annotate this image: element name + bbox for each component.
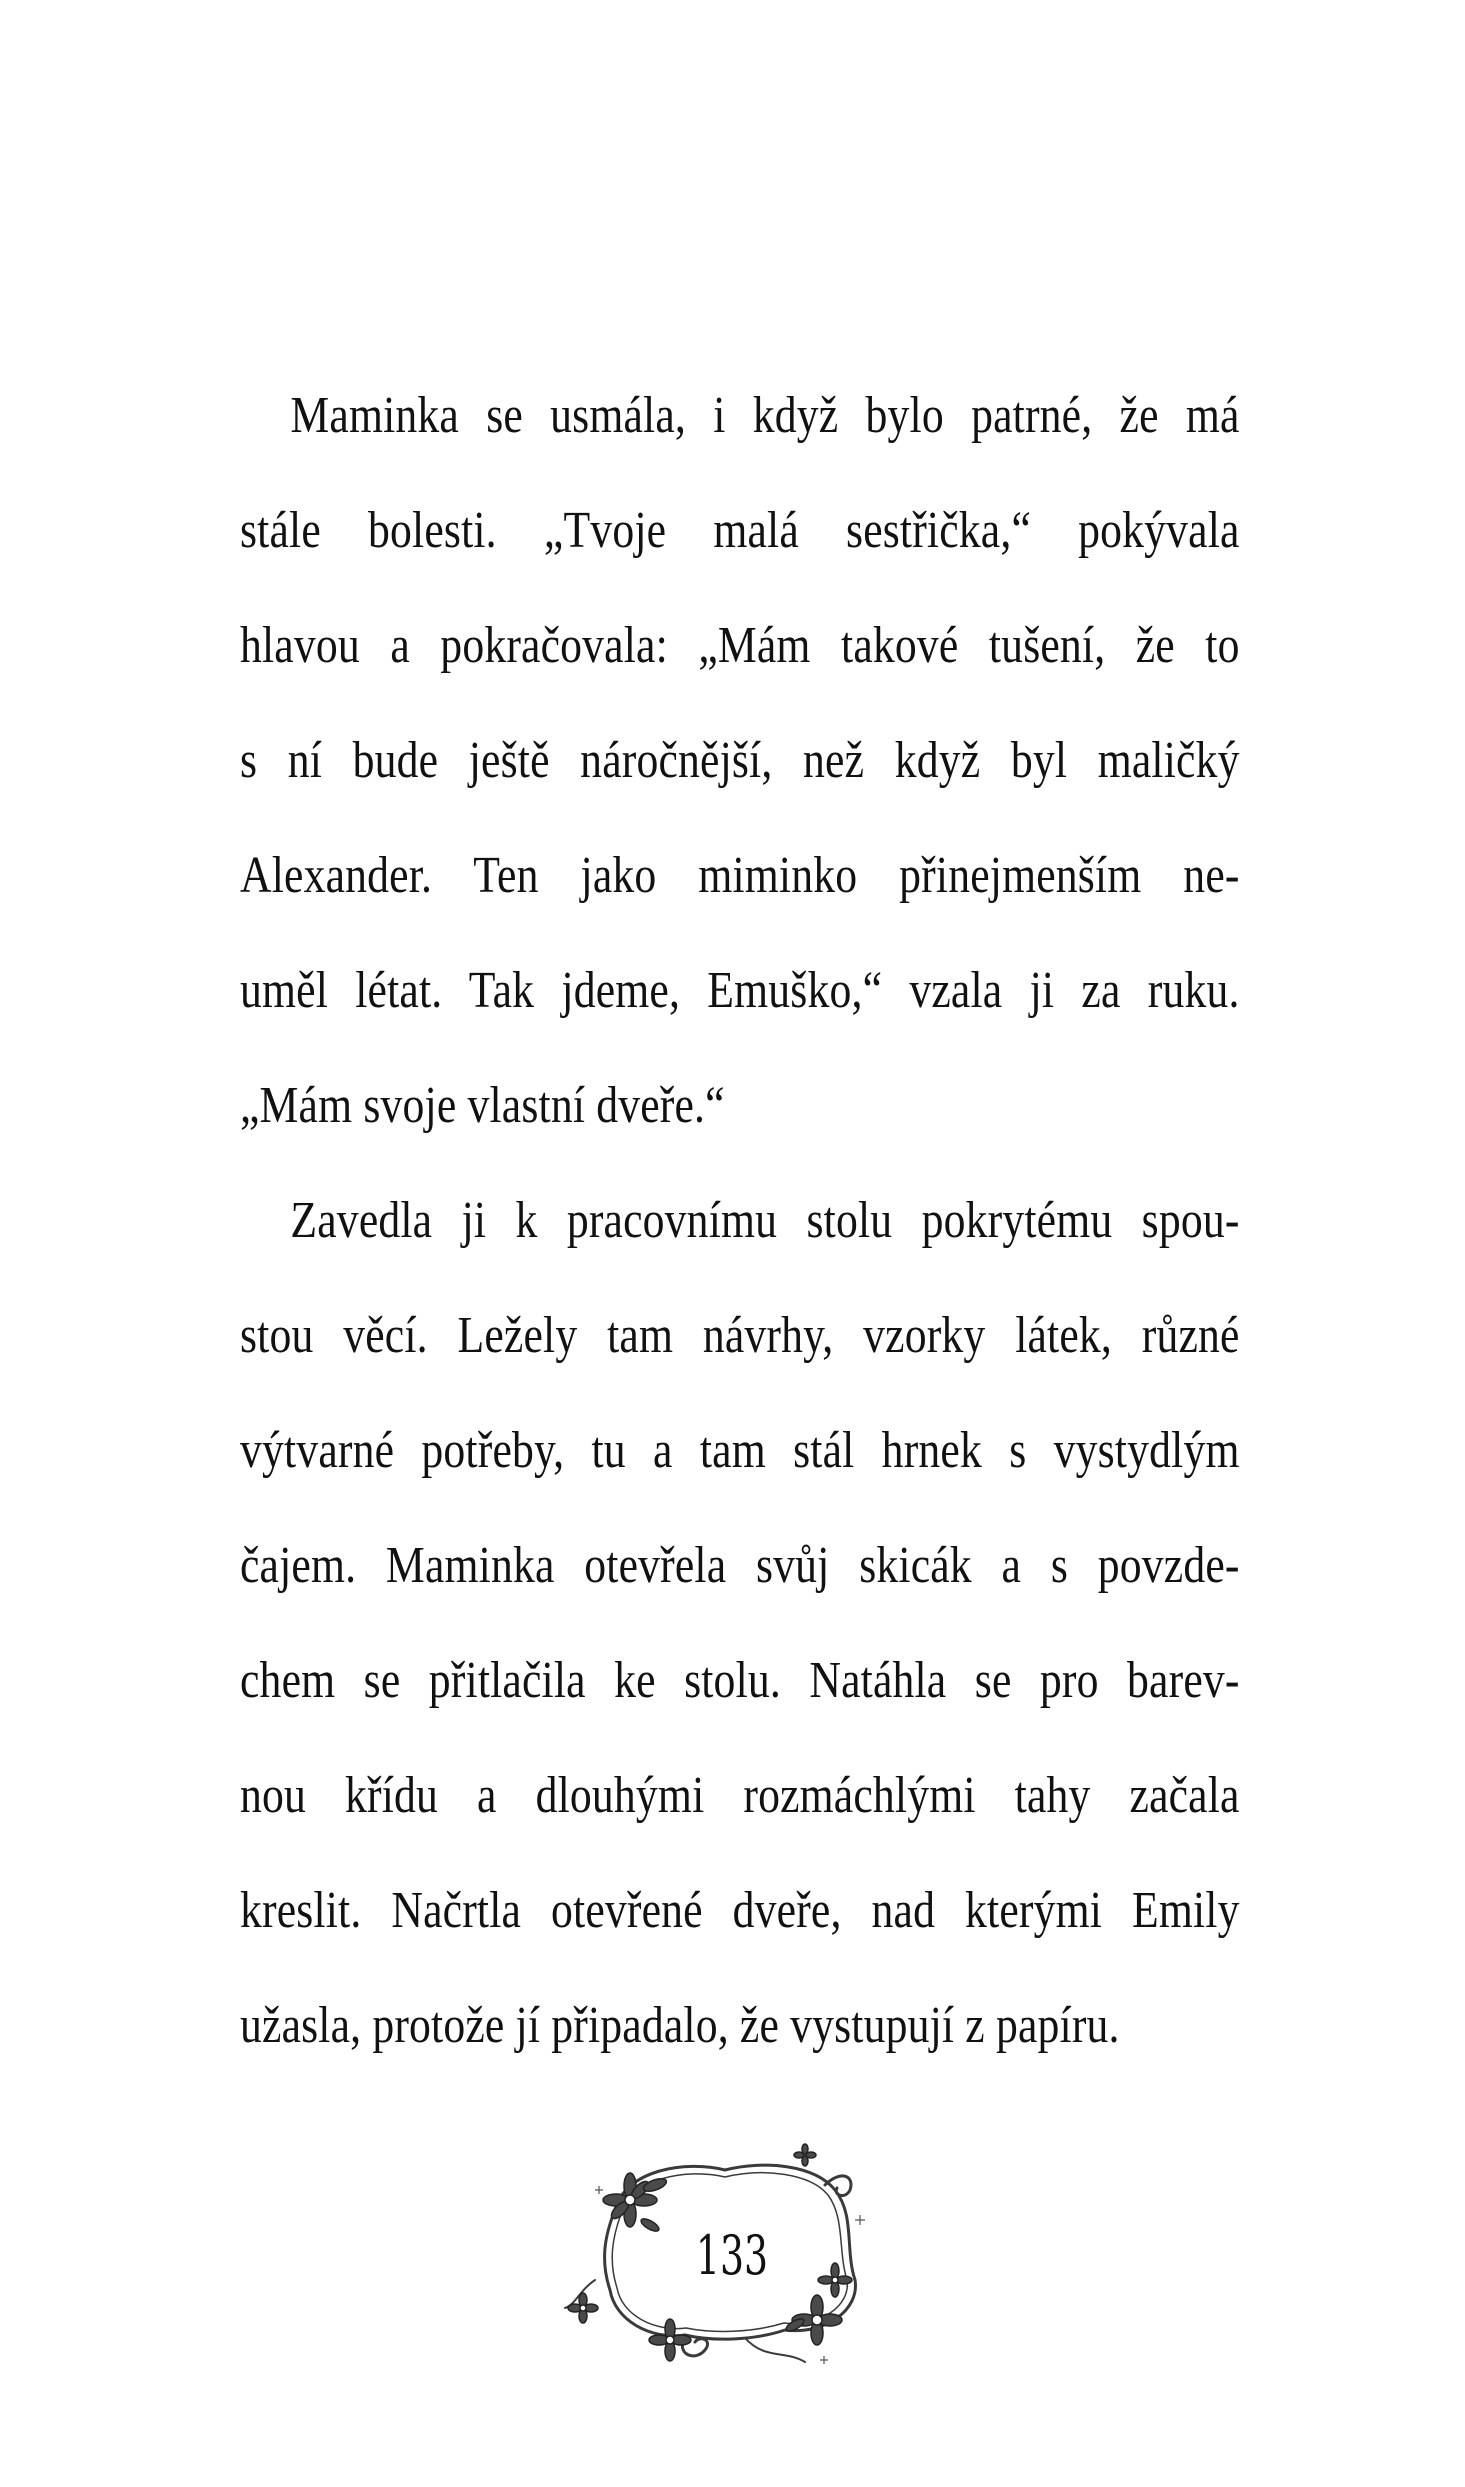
text-line: kreslit. Načrtla otevřené dveře, nad kterými Emily <box>240 1882 1240 1939</box>
text-line: chem se přitlačila ke stolu. Natáhla se pro barev- <box>240 1652 1240 1709</box>
text-line: výtvarné potřeby, tu a tam stál hrnek s vystydlým <box>240 1422 1240 1479</box>
text-line: s ní bude ještě náročnější, než když byl maličký <box>240 732 1240 789</box>
text-line: „Mám svoje vlastní dveře.“ <box>240 1077 725 1134</box>
text-line: nou křídu a dlouhými rozmáchlými tahy začala <box>240 1767 1240 1824</box>
text-line: Maminka se usmála, i když bylo patrné, že má <box>290 387 1240 444</box>
text-line: hlavou a pokračovala: „Mám takové tušení, že to <box>240 617 1240 674</box>
text-line: Zavedla ji k pracovnímu stolu pokrytému spou- <box>290 1192 1240 1249</box>
text-line: stou věcí. Ležely tam návrhy, vzorky látek, různé <box>240 1307 1240 1364</box>
body-text <box>240 358 1240 2083</box>
text-line: uměl létat. Tak jdeme, Emuško,“ vzala ji za ruku. <box>240 962 1240 1019</box>
page-number: 133 <box>695 2224 769 2287</box>
text-line: čajem. Maminka otevřela svůj skicák a s povzde- <box>240 1537 1240 1594</box>
text-line: stále bolesti. „Tvoje malá sestřička,“ pokývala <box>240 502 1240 559</box>
text-line: užasla, protože jí připadalo, že vystupují z papíru. <box>240 1997 1120 2054</box>
text-line: Alexander. Ten jako miminko přinejmenším ne- <box>240 847 1240 904</box>
